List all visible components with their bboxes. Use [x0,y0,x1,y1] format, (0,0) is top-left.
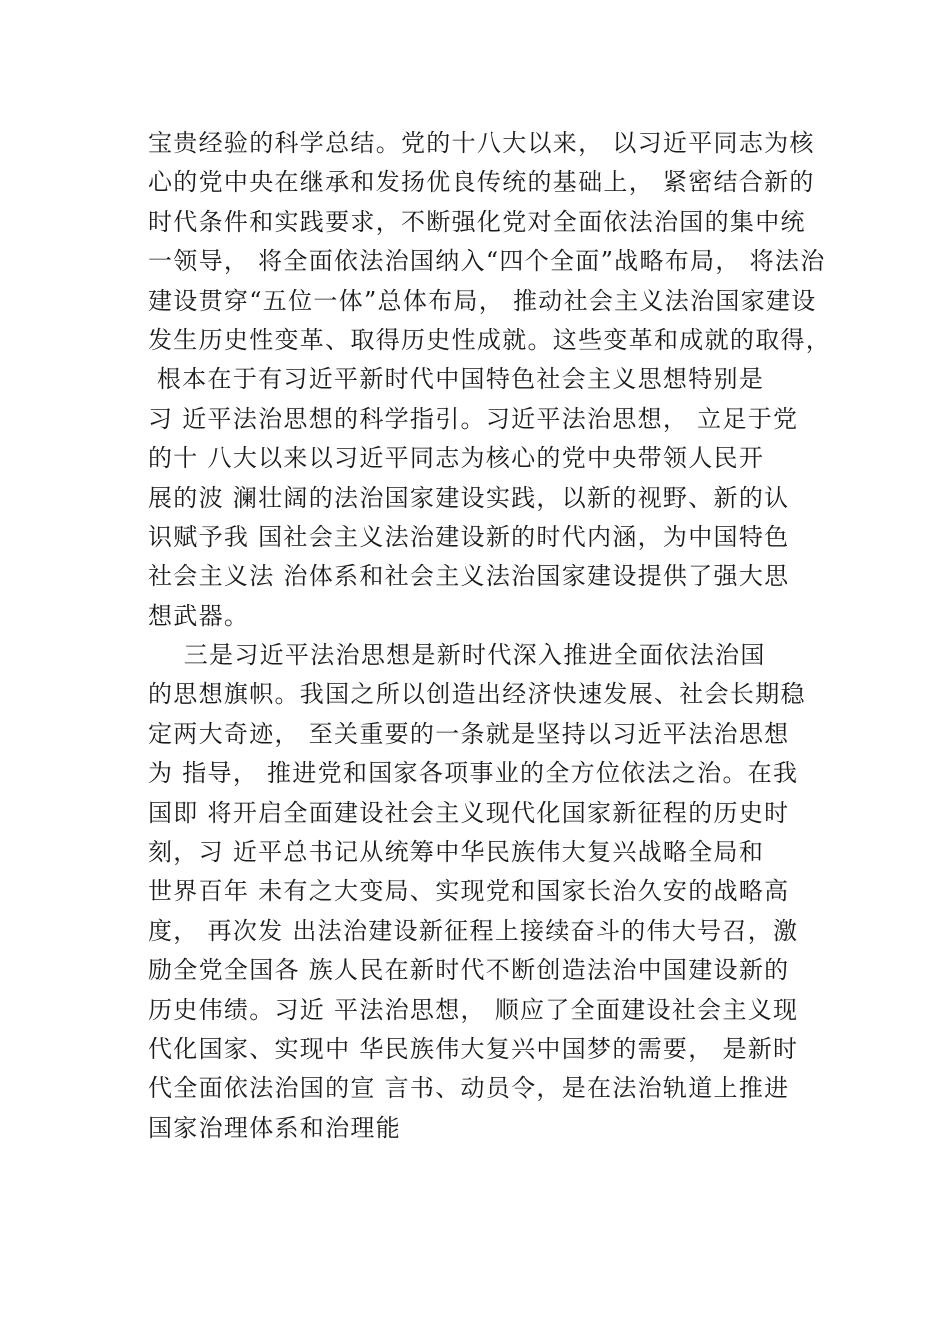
text-line: 定两大奇迹， 至关重要的一条就是坚持以习近平法治思想 [148,719,790,748]
text-line: 习 近平法治思想的科学指引。习近平法治思想， 立足于党 [148,404,799,433]
text-line: 历史伟绩。习近 平法治思想， 顺应了全面建设社会主义现 [148,995,799,1024]
body-text [148,124,832,1148]
text-line: 度， 再次发 出法治建设新征程上接续奋斗的伟大号召，激 [148,916,799,945]
text-line: 国家治理体系和治理能 [148,1113,401,1142]
text-line: 时代条件和实践要求，不断强化党对全面依法治国的集中统 [148,207,806,236]
text-line: 想武器。 [148,601,250,630]
text-line: 的思想旗帜。我国之所以创造出经济快速发展、社会长期稳 [148,680,806,709]
text-line: 为 指导， 推进党和国家各项事业的全方位依法之治。在我 [148,759,799,788]
text-line: 展的波 澜壮阔的法治国家建设实践，以新的视野、新的认 [148,483,790,512]
text-line: 建设贯穿“五位一体”总体布局， 推动社会主义法治国家建设 [148,286,817,315]
text-line: 心的党中央在继承和发扬优良传统的基础上， 紧密结合新的 [148,168,815,197]
text-line: 识赋予我 国社会主义法治建设新的时代内涵，为中国特色 [148,522,790,551]
text-line: 代全面依法治国的宣 言书、动员令，是在法治轨道上推进 [148,1074,790,1103]
text-line: 的十 八大以来以习近平同志为核心的党中央带领人民开 [148,444,765,473]
text-line: 一领导， 将全面依法治国纳入“四个全面”战略布局， 将法治 [148,247,826,276]
text-line: 国即 将开启全面建设社会主义现代化国家新征程的历史时 [148,798,790,827]
text-line: 社会主义法 治体系和社会主义法治国家建设提供了强大思 [148,562,790,591]
text-line: 发生历史性变革、取得历史性成就。这些变革和成就的取得， [148,325,832,354]
text-line: 宝贵经验的科学总结。党的十八大以来， 以习近平同志为核 [148,129,815,157]
text-line: 刻，习 近平总书记从统筹中华民族伟大复兴战略全局和 [148,838,765,867]
text-line: 励全党全国各 族人民在新时代不断创造法治中国建设新的 [148,956,790,985]
paragraph-start-line: 三是习近平法治思想是新时代深入推进全面依法治国 [148,641,766,670]
text-line: 根本在于有习近平新时代中国特色社会主义思想特别是 [148,365,765,394]
text-line: 世界百年 未有之大变局、实现党和国家长治久安的战略高 [148,877,790,906]
text-line: 代化国家、实现中 华民族伟大复兴中国梦的需要， 是新时 [148,1034,799,1063]
